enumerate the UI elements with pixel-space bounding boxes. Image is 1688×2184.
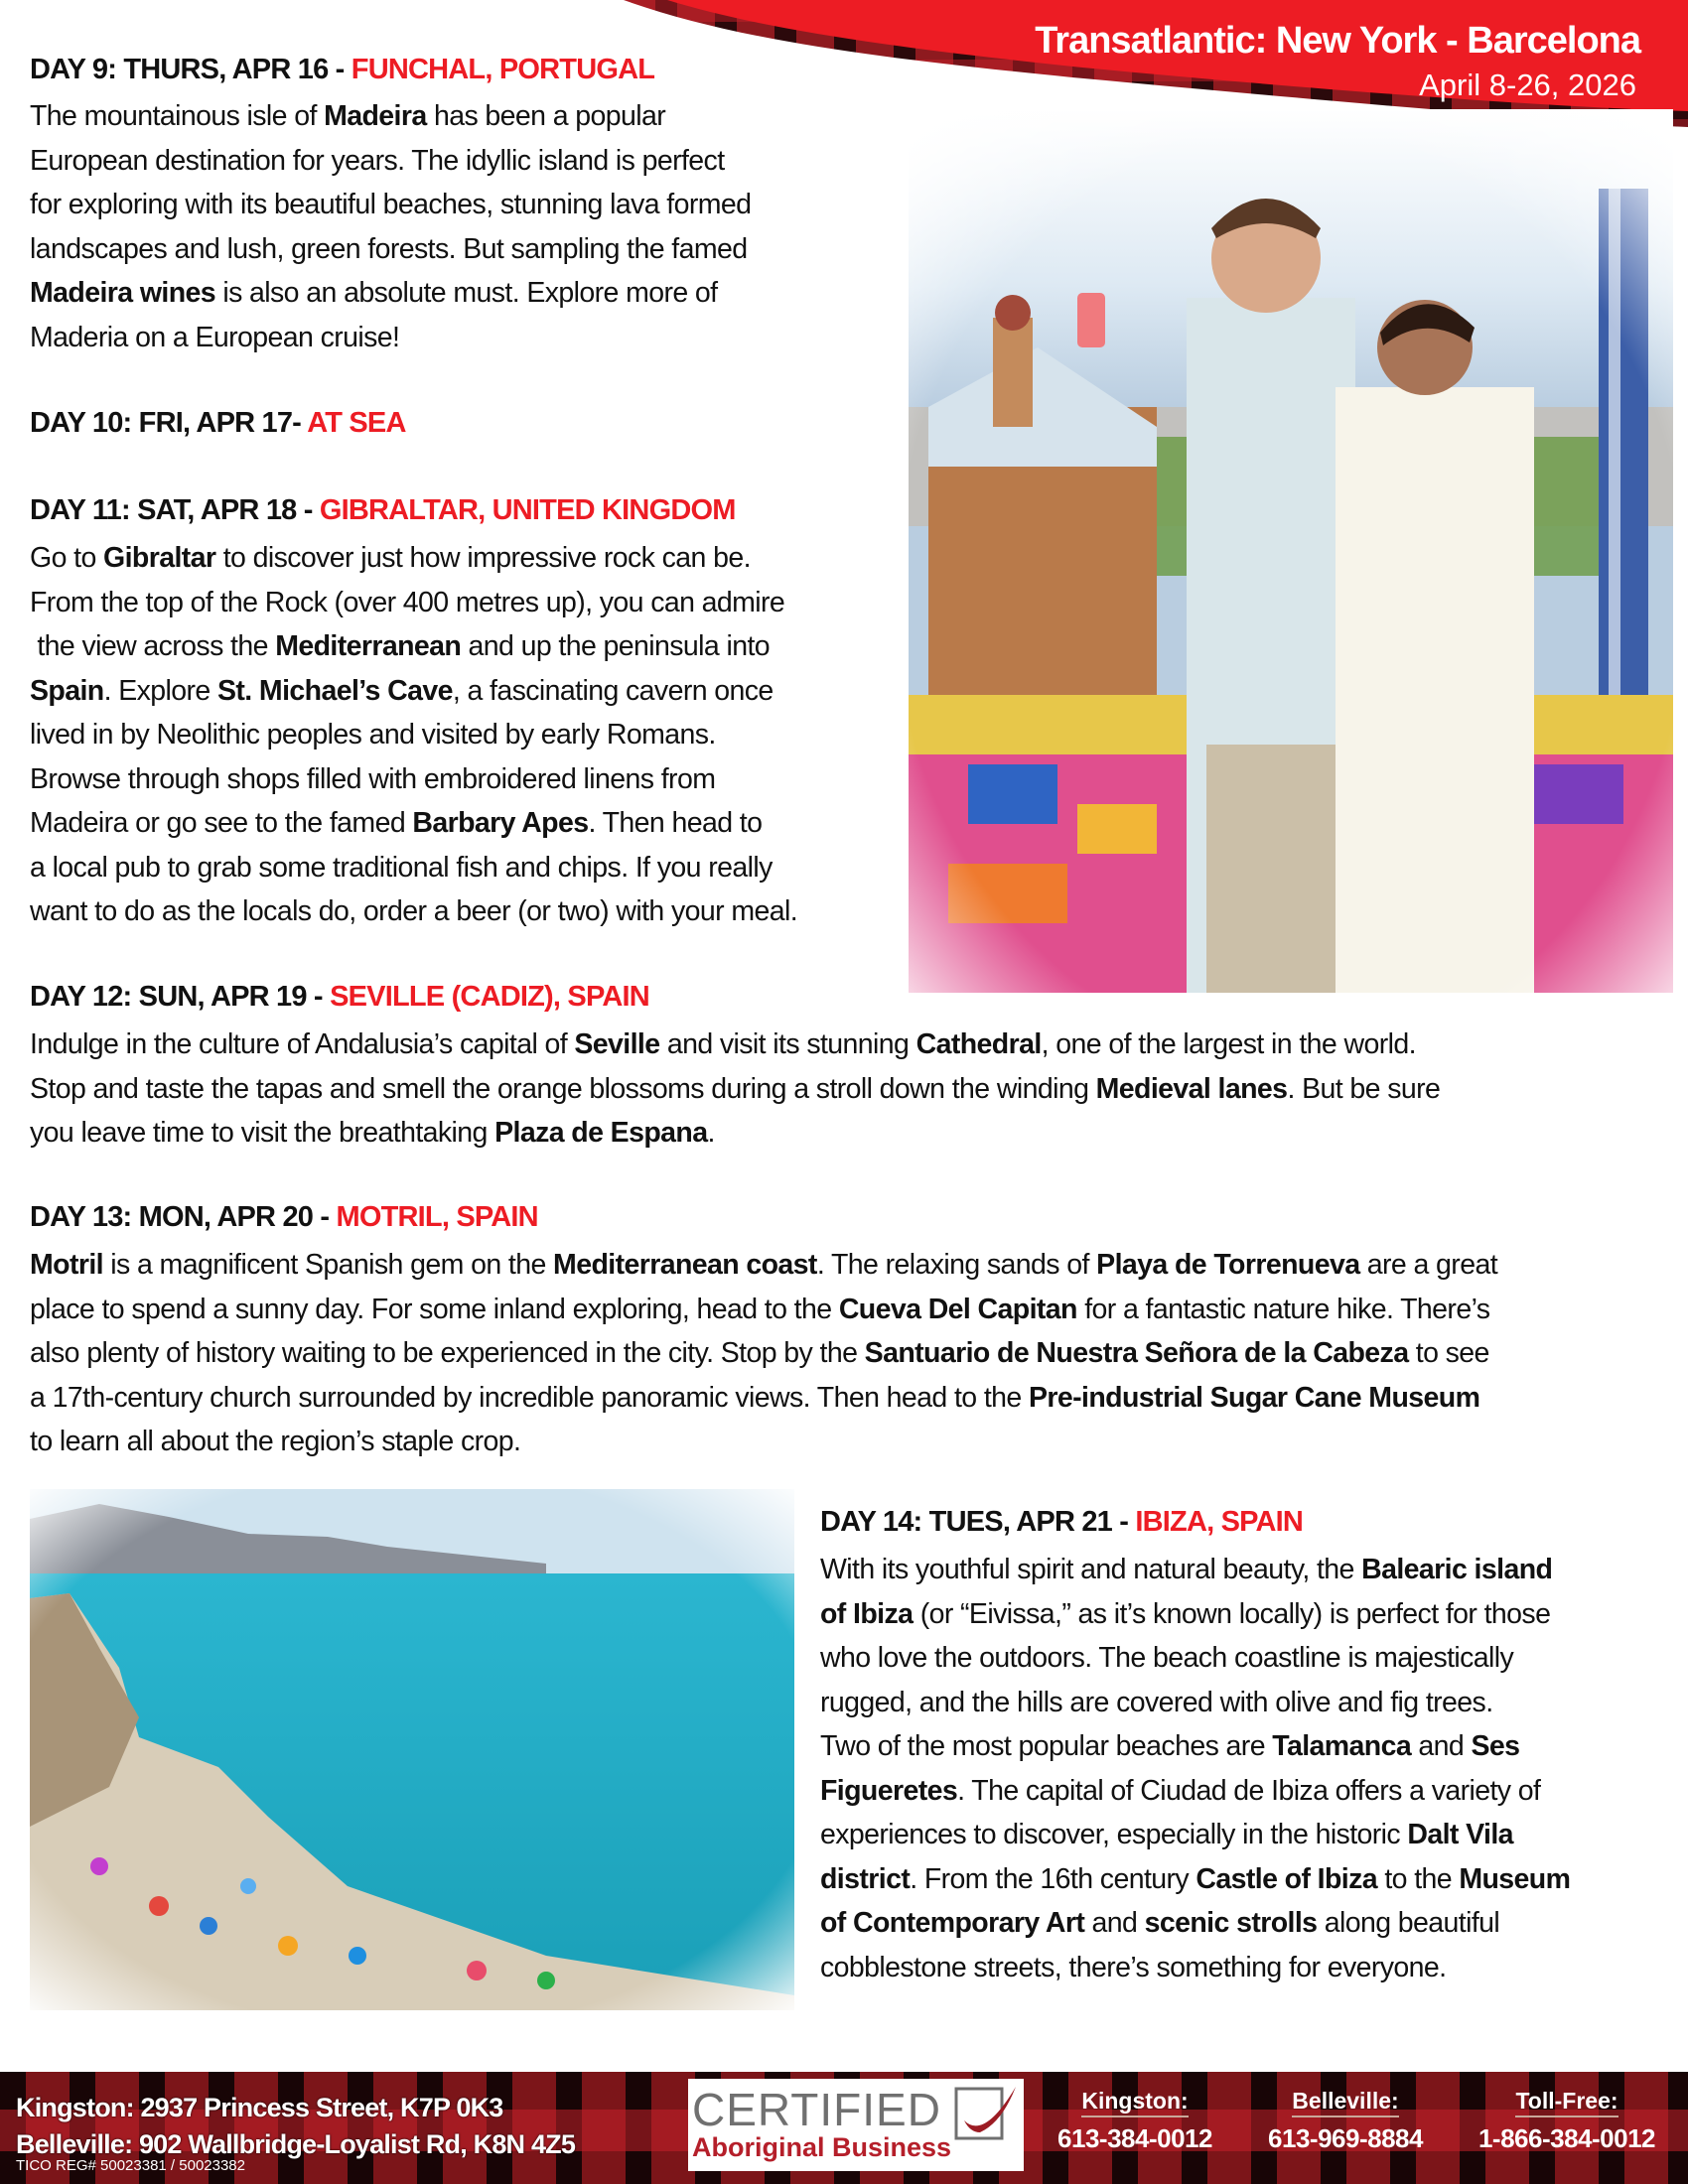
text-line	[30, 801, 923, 846]
highlight-term: Gibraltar	[103, 542, 216, 574]
text-run: Browse through shops filled with embroidered linens from	[30, 762, 716, 795]
phone-toll-free: Toll-Free: 1-866-384-0012	[1468, 2088, 1666, 2154]
certified-aboriginal-business-logo	[688, 2079, 1024, 2171]
text-run: lived in by Neolithic peoples and visited by early Romans.	[30, 719, 716, 751]
highlight-term: scenic strolls	[1144, 1907, 1318, 1939]
highlight-term: Dalt Vila	[1407, 1819, 1513, 1850]
text-run: place to spend a sunny day. For some inland exploring, head to the	[30, 1293, 839, 1325]
day-9-description	[30, 94, 904, 359]
text-run: landscapes and lush, green forests. But sampling the famed	[30, 232, 748, 265]
text-line	[30, 1023, 1678, 1067]
text-line	[30, 624, 923, 669]
text-line	[820, 1769, 1674, 1814]
highlight-term: Barbary Apes	[412, 807, 589, 839]
text-line	[820, 1548, 1674, 1592]
text-line	[820, 1946, 1674, 1990]
text-line	[30, 713, 923, 757]
text-line	[820, 1901, 1674, 1946]
text-run: Maderia on a European cruise!	[30, 321, 400, 353]
text-run: .	[707, 1117, 715, 1149]
text-run: a 17th-century church surrounded by incredible panoramic views. Then head to the	[30, 1381, 1029, 1414]
highlight-term: Balearic island	[1361, 1554, 1553, 1585]
tico-registration: TICO REG# 50023381 / 50023382	[16, 2157, 245, 2174]
text-line	[30, 1331, 1688, 1376]
text-line	[30, 139, 904, 184]
text-line	[30, 271, 904, 316]
text-run: rugged, and the hills are covered with olive and fig trees.	[820, 1686, 1493, 1718]
highlight-term: Museum	[1459, 1862, 1571, 1895]
highlight-term: Spain	[30, 674, 104, 707]
highlight-term: Mediterranean coast	[553, 1249, 817, 1281]
text-run: Two of the most popular beaches are	[820, 1730, 1273, 1762]
text-run: is a magnificent Spanish gem on the	[102, 1249, 554, 1281]
highlight-term: Santuario de Nuestra Señora de la Cabeza	[864, 1337, 1409, 1369]
text-run: . But be sure	[1287, 1072, 1441, 1105]
trip-dates: April 8-26, 2026	[1419, 68, 1636, 102]
text-run: for exploring with its beautiful beaches, stunning lava formed	[30, 189, 752, 220]
text-run: along beautiful	[1317, 1907, 1500, 1939]
text-line	[820, 1636, 1674, 1681]
highlight-term: Medieval lanes	[1095, 1072, 1288, 1105]
text-run: and	[1084, 1907, 1145, 1939]
trip-title: Transatlantic: New York - Barcelona	[1035, 20, 1640, 62]
text-run: European destination for years. The idyllic island is perfect	[30, 144, 725, 177]
highlight-term: district	[820, 1862, 911, 1895]
day-14-description	[820, 1548, 1674, 1989]
text-run: for a fantastic nature hike. There’s	[1076, 1293, 1490, 1325]
text-run: The mountainous isle of	[30, 100, 325, 132]
text-line	[30, 889, 923, 934]
text-run: . Explore	[103, 674, 217, 707]
text-line	[30, 227, 904, 272]
text-run: , a fascinating cavern once	[452, 674, 774, 707]
text-run: to see	[1408, 1337, 1489, 1369]
highlight-term: Seville	[574, 1028, 660, 1060]
day-12-heading: DAY 12: SUN, APR 19 - SEVILLE (CADIZ), SPAIN	[30, 981, 649, 1013]
text-run: Madeira or go see to the famed	[30, 807, 413, 839]
text-line	[820, 1857, 1674, 1902]
highlight-term: Madeira wines	[30, 277, 216, 309]
text-line	[30, 1067, 1678, 1112]
text-run: to the	[1377, 1862, 1460, 1895]
text-line	[30, 316, 904, 360]
text-run: . The relaxing sands of	[816, 1249, 1097, 1281]
phone-kingston: Kingston: 613-384-0012	[1051, 2088, 1219, 2154]
highlight-term: Figueretes	[820, 1774, 958, 1807]
day-13-heading: DAY 13: MON, APR 20 - MOTRIL, SPAIN	[30, 1201, 538, 1233]
phone-kingston-number[interactable]: 613-384-0012	[1057, 2123, 1212, 2153]
text-run: the view across the	[30, 630, 276, 662]
text-run: and visit its stunning	[659, 1028, 916, 1060]
text-run: and up the peninsula into	[461, 630, 771, 662]
text-line	[30, 94, 904, 139]
highlight-term: St. Michael’s Cave	[217, 674, 453, 707]
highlight-term: Cueva Del Capitan	[838, 1293, 1077, 1325]
text-run: has been a popular	[426, 100, 666, 132]
phone-belleville-number[interactable]: 613-969-8884	[1268, 2123, 1423, 2153]
day-11-description	[30, 536, 923, 934]
highlight-term: Talamanca	[1272, 1730, 1412, 1762]
text-run: . Then head to	[588, 807, 763, 839]
day-13-description	[30, 1243, 1688, 1464]
day-13-place: MOTRIL, SPAIN	[336, 1201, 538, 1233]
text-line	[820, 1681, 1674, 1725]
text-run: experiences to discover, especially in the historic	[820, 1819, 1408, 1850]
text-run: Stop and taste the tapas and smell the orange blossoms during a stroll down the winding	[30, 1072, 1096, 1105]
phone-belleville: Belleville: 613-969-8884	[1261, 2088, 1430, 2154]
belleville-address: Belleville: 902 Wallbridge-Loyalist Rd, K8N 4Z5	[16, 2129, 576, 2159]
day-11-place: GIBRALTAR, UNITED KINGDOM	[319, 494, 736, 526]
text-run: who love the outdoors. The beach coastline is majestically	[820, 1642, 1514, 1674]
text-line	[30, 1420, 1688, 1464]
feather-checkbox-icon	[954, 2083, 1022, 2144]
text-line	[30, 1376, 1688, 1421]
couple-photo	[909, 109, 1673, 993]
text-run: is also an absolute must. Explore more of	[215, 277, 718, 309]
highlight-term: Madeira	[324, 100, 427, 132]
day-9-heading: DAY 9: THURS, APR 16 - FUNCHAL, PORTUGAL	[30, 54, 655, 85]
text-run: to learn all about the region’s staple crop.	[30, 1426, 521, 1457]
day-10-heading: DAY 10: FRI, APR 17- AT SEA	[30, 407, 406, 439]
highlight-term: Motril	[30, 1249, 103, 1281]
highlight-term: of Contemporary Art	[820, 1907, 1085, 1939]
text-line	[30, 536, 923, 581]
day-9-place: FUNCHAL, PORTUGAL	[351, 54, 655, 85]
highlight-term: Mediterranean	[275, 630, 462, 662]
text-run: to discover just how impressive rock can be.	[215, 542, 751, 574]
text-run: (or “Eivissa,” as it’s known locally) is perfect for those	[913, 1597, 1551, 1630]
aboriginal-business-label: Aboriginal Business	[692, 2132, 952, 2162]
text-line	[30, 1288, 1688, 1332]
day-10-place: AT SEA	[307, 407, 406, 439]
text-line	[820, 1724, 1674, 1769]
text-run: are a great	[1359, 1249, 1498, 1281]
text-run: , one of the largest in the world.	[1041, 1028, 1416, 1060]
text-run: and	[1411, 1730, 1472, 1762]
day-14-heading: DAY 14: TUES, APR 21 - IBIZA, SPAIN	[820, 1506, 1304, 1538]
phone-toll-free-number[interactable]: 1-866-384-0012	[1477, 2123, 1656, 2153]
day-11-heading: DAY 11: SAT, APR 18 - GIBRALTAR, UNITED KINGDOM	[30, 494, 736, 526]
highlight-term: Castle of Ibiza	[1196, 1862, 1377, 1895]
kingston-address: Kingston: 2937 Princess Street, K7P 0K3	[16, 2093, 503, 2122]
text-run: cobblestone streets, there’s something for everyone.	[820, 1951, 1447, 1983]
day-12-place: SEVILLE (CADIZ), SPAIN	[330, 981, 649, 1013]
text-line	[30, 846, 923, 890]
text-run: want to do as the locals do, order a beer (or two) with your meal.	[30, 895, 798, 927]
text-line	[30, 1111, 1678, 1156]
text-run: . From the 16th century	[910, 1862, 1196, 1895]
text-run: Go to	[30, 542, 104, 574]
text-run: also plenty of history waiting to be experienced in the city. Stop by the	[30, 1337, 865, 1369]
highlight-term: Plaza de Espana	[494, 1117, 708, 1149]
highlight-term: Pre-industrial Sugar Cane Museum	[1028, 1381, 1480, 1414]
highlight-term: Playa de Torrenueva	[1096, 1249, 1360, 1281]
text-run: you leave time to visit the breathtaking	[30, 1117, 495, 1149]
text-run: With its youthful spirit and natural beauty, the	[820, 1554, 1362, 1585]
day-14-place: IBIZA, SPAIN	[1135, 1506, 1304, 1538]
text-line	[820, 1813, 1674, 1857]
highlight-term: Cathedral	[915, 1028, 1042, 1060]
text-line	[30, 183, 904, 227]
certified-word: CERTIFIED	[692, 2084, 941, 2135]
highlight-term: Ses	[1471, 1730, 1520, 1762]
highlight-term: of Ibiza	[820, 1597, 914, 1630]
text-line	[30, 669, 923, 714]
text-run: . The capital of Ciudad de Ibiza offers a variety of	[957, 1774, 1541, 1807]
day-12-description	[30, 1023, 1678, 1156]
text-line	[820, 1592, 1674, 1637]
text-run: a local pub to grab some traditional fish and chips. If you really	[30, 851, 773, 884]
text-line	[30, 1243, 1688, 1288]
text-run: From the top of the Rock (over 400 metres up), you can admire	[30, 586, 785, 618]
text-line	[30, 581, 923, 625]
text-run: Indulge in the culture of Andalusia’s capital of	[30, 1028, 575, 1060]
text-line	[30, 757, 923, 802]
beach-photo	[30, 1489, 794, 2010]
